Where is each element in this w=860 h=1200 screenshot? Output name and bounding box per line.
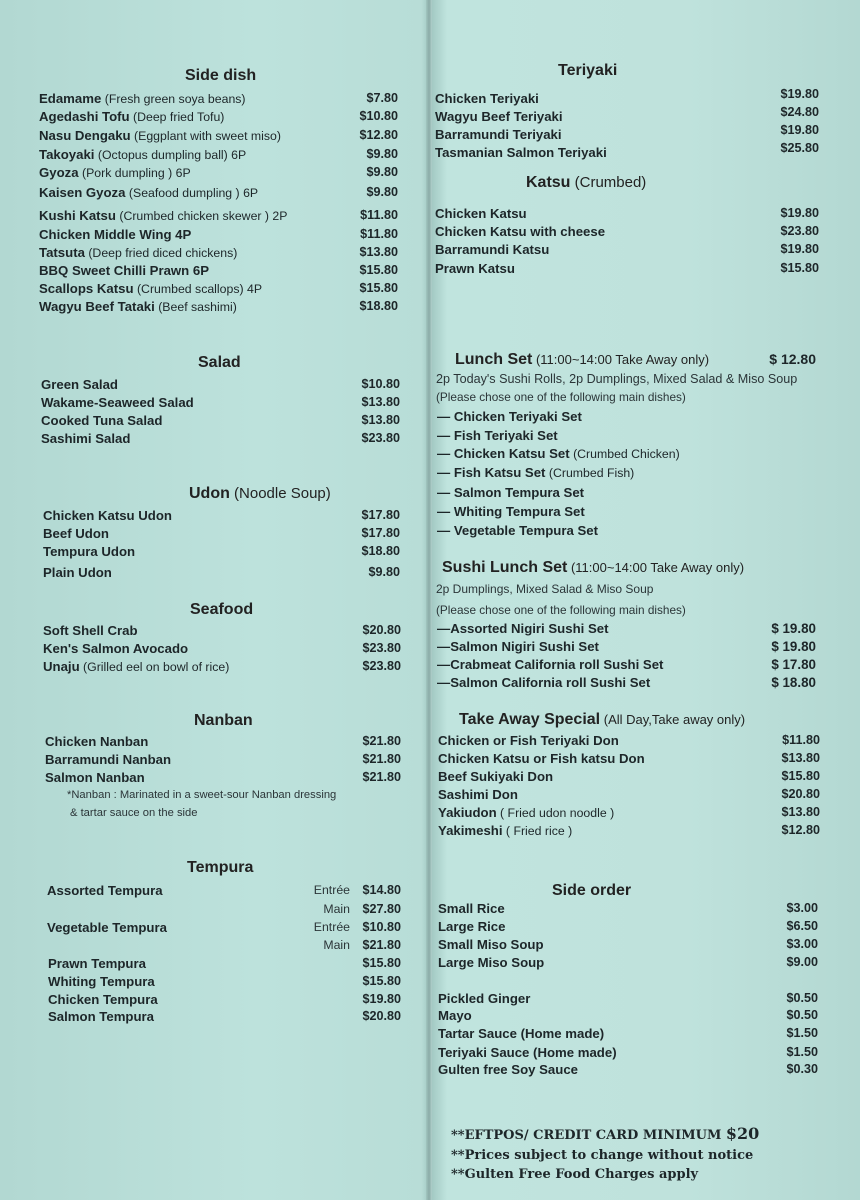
side-dish-item: [39, 147, 246, 162]
side-order-item-name: Small Rice: [438, 901, 505, 916]
seafood-item-name: Ken's Salmon Avocado: [43, 641, 189, 656]
side-dish-item-price: $15.80: [359, 281, 398, 295]
nanban-item: [45, 770, 145, 785]
seafood-item-price: $20.80: [362, 623, 401, 637]
side-dish-item-name: Gyoza: [39, 165, 79, 180]
side-order-item: [438, 1026, 604, 1041]
udon-item-name: Tempura Udon: [43, 544, 136, 559]
take-away-item-name: Sashimi Don: [438, 787, 518, 802]
salad-item-name: Green Salad: [41, 377, 118, 392]
katsu-item: [435, 206, 527, 221]
tempura-item-name: Chicken Tempura: [48, 992, 158, 1007]
udon-item-name: Plain Udon: [43, 565, 112, 580]
side-order-item: [438, 919, 505, 934]
teriyaki-item-price: $19.80: [780, 123, 819, 137]
sushi-lunch-item: [437, 675, 650, 690]
side-dish-item-name: Scallops Katsu: [39, 281, 134, 296]
sushi-lunch-line1: 2p Dumplings, Mixed Salad & Miso Soup: [436, 582, 654, 596]
assorted-tempura-entree-price: $14.80: [362, 883, 401, 897]
tempura-item: [48, 992, 158, 1007]
take-away-item-name: Yakimeshi: [438, 823, 503, 838]
side-order-item-name: Gulten free Soy Sauce: [438, 1062, 578, 1077]
nanban-item-name: Chicken Nanban: [45, 734, 149, 749]
tempura-item: [48, 1009, 154, 1024]
side-dish-item-desc: (Deep fried diced chickens): [84, 246, 238, 260]
side-order-item: [438, 1045, 617, 1060]
tempura-item-price: $15.80: [362, 974, 401, 988]
udon-item-price: $17.80: [361, 526, 400, 540]
lunch-set-line1: 2p Today's Sushi Rolls, 2p Dumplings, Mixed Salad & Miso Soup: [436, 372, 798, 386]
side-dish-item-price: $9.80: [366, 185, 398, 199]
take-away-item-name: Yakiudon: [438, 805, 497, 820]
lunch-set-option-item-name: — Fish Teriyaki Set: [437, 428, 558, 443]
salad-item-name: Wakame-Seaweed Salad: [41, 395, 194, 410]
udon-item: [43, 508, 172, 523]
side-dish-title: Side dish: [185, 67, 257, 84]
side-dish-item: [39, 263, 209, 278]
sushi-lunch-subtitle: (11:00~14:00 Take Away only): [567, 560, 745, 575]
side-dish-item-name: Tatsuta: [39, 245, 85, 260]
lunch-set-option-item-name: — Fish Katsu Set: [437, 465, 546, 480]
tempura-item-price: $19.80: [362, 992, 401, 1006]
salad-title: Salad: [198, 354, 241, 371]
take-away-item-price: $11.80: [782, 733, 820, 747]
sushi-lunch-line2: (Please chose one of the following main dishes): [436, 603, 686, 617]
teriyaki-item-name: Barramundi Teriyaki: [435, 127, 562, 142]
side-order-item-name: Large Miso Soup: [438, 955, 545, 970]
take-away-item-name: Beef Sukiyaki Don: [438, 769, 554, 784]
teriyaki-title: Teriyaki: [558, 62, 618, 79]
udon-subtitle: (Noodle Soup): [229, 485, 331, 502]
katsu-title: [526, 174, 646, 192]
lunch-set-option-item-name: — Salmon Tempura Set: [437, 485, 585, 500]
take-away-item-name: Chicken Katsu or Fish katsu Don: [438, 751, 645, 766]
katsu-item: [435, 224, 605, 239]
vegetable-tempura-name: Vegetable Tempura: [47, 920, 167, 935]
salad-item-name: Cooked Tuna Salad: [41, 413, 163, 428]
take-away-item: [438, 805, 614, 820]
side-order-item-name: Tartar Sauce (Home made): [438, 1026, 605, 1041]
side-dish-item-name: Agedashi Tofu: [39, 109, 130, 124]
salad-item-price: $10.80: [361, 377, 400, 391]
nanban-item-name: Salmon Nanban: [45, 770, 145, 785]
udon-item-price: $18.80: [361, 544, 400, 558]
vegetable-tempura-entree-label: Entrée: [313, 920, 350, 934]
lunch-set-option-item: [437, 465, 634, 480]
side-dish-item-price: $15.80: [359, 263, 398, 277]
udon-title: [189, 485, 331, 503]
nanban-item: [45, 752, 171, 767]
take-away-item-desc: ( Fried rice ): [502, 824, 573, 838]
nanban-item-price: $21.80: [362, 770, 401, 784]
side-order-item: [438, 991, 530, 1006]
katsu-item-price: $19.80: [780, 242, 819, 256]
seafood-item: [43, 641, 188, 656]
nanban-title: Nanban: [194, 712, 253, 729]
sushi-lunch-item-name: —Salmon California roll Sushi Set: [437, 675, 651, 690]
nanban-item-name: Barramundi Nanban: [45, 752, 172, 767]
tempura-item-name: Salmon Tempura: [48, 1009, 155, 1024]
side-dish-item-name: Nasu Dengaku: [39, 128, 131, 143]
assorted-tempura-main-label: Main: [323, 902, 350, 916]
lunch-set-option-item-name: — Chicken Katsu Set: [437, 446, 570, 461]
lunch-set-option-item-desc: (Crumbed Fish): [545, 466, 635, 480]
sushi-lunch-item: [437, 621, 608, 636]
lunch-set-option-item: [437, 485, 584, 500]
side-order-item: [438, 901, 505, 916]
nanban-item: [45, 734, 148, 749]
katsu-item-name: Prawn Katsu: [435, 261, 515, 276]
side-dish-item-price: $9.80: [366, 147, 398, 161]
lunch-set-subtitle: (11:00~14:00 Take Away only): [532, 352, 710, 367]
side-order-item-price: $0.30: [786, 1062, 818, 1076]
footer-gluten-notice: **Gulten Free Food Charges apply: [451, 1167, 699, 1182]
sushi-lunch-item-name: —Assorted Nigiri Sushi Set: [437, 621, 609, 636]
side-dish-item: [39, 245, 237, 260]
seafood-item-price: $23.80: [362, 659, 401, 673]
lunch-set-title-main: Lunch Set: [455, 351, 533, 368]
take-away-item-price: $13.80: [781, 805, 820, 819]
side-dish-item: [39, 128, 281, 143]
take-away-title: [459, 711, 745, 729]
salad-item: [41, 377, 118, 392]
side-dish-item-price: $9.80: [366, 165, 398, 179]
lunch-set-option-item: [437, 446, 680, 461]
assorted-tempura-name: Assorted Tempura: [47, 883, 163, 898]
tempura-item-name: Whiting Tempura: [48, 974, 155, 989]
lunch-set-price: $ 12.80: [769, 351, 816, 367]
teriyaki-item: [435, 109, 563, 124]
take-away-item: [438, 787, 518, 802]
side-dish-item-price: $11.80: [360, 208, 398, 222]
side-order-item-name: Large Rice: [438, 919, 506, 934]
sushi-lunch-item-price: $ 19.80: [771, 639, 816, 654]
sushi-lunch-item: [437, 639, 599, 654]
side-dish-item-desc: (Crumbed chicken skewer ) 2P: [115, 209, 288, 223]
udon-item-name: Chicken Katsu Udon: [43, 508, 172, 523]
teriyaki-item-price: $24.80: [780, 105, 819, 119]
salad-item-name: Sashimi Salad: [41, 431, 131, 446]
footer-eftpos-amount: $20: [725, 1124, 760, 1143]
side-dish-item: [39, 281, 262, 296]
sushi-lunch-item-price: $ 19.80: [771, 621, 816, 636]
seafood-item-name: Unaju: [43, 659, 80, 674]
side-order-item-price: $1.50: [786, 1045, 818, 1059]
vegetable-tempura-main-label: Main: [323, 938, 350, 952]
assorted-tempura-main-price: $27.80: [362, 902, 401, 916]
side-dish-item-name: Takoyaki: [39, 147, 95, 162]
teriyaki-item-price: $25.80: [780, 141, 819, 155]
sushi-lunch-title-main: Sushi Lunch Set: [442, 559, 568, 576]
side-dish-item-price: $11.80: [360, 227, 398, 241]
tempura-item: [48, 974, 155, 989]
take-away-title-main: Take Away Special: [459, 711, 601, 728]
side-dish-item: [39, 165, 191, 180]
side-dish-item-name: Kaisen Gyoza: [39, 185, 126, 200]
side-order-item-name: Small Miso Soup: [438, 937, 544, 952]
side-order-item-name: Teriyaki Sauce (Home made): [438, 1045, 617, 1060]
side-order-item-price: $9.00: [786, 955, 818, 969]
sushi-lunch-item-name: —Salmon Nigiri Sushi Set: [437, 639, 599, 654]
katsu-item-name: Barramundi Katsu: [435, 242, 550, 257]
take-away-subtitle: (All Day,Take away only): [600, 712, 746, 727]
katsu-item: [435, 242, 549, 257]
side-order-item: [438, 937, 544, 952]
udon-item-price: $17.80: [361, 508, 400, 522]
side-dish-item: [39, 208, 287, 223]
teriyaki-item: [435, 91, 539, 106]
salad-item: [41, 431, 130, 446]
teriyaki-item-price: $19.80: [780, 87, 819, 101]
sushi-lunch-item: [437, 657, 663, 672]
katsu-item-price: $15.80: [780, 261, 819, 275]
side-dish-item: [39, 185, 258, 200]
side-order-item: [438, 1008, 472, 1023]
side-dish-item: [39, 227, 191, 242]
lunch-set-line2: (Please chose one of the following main dishes): [436, 390, 686, 404]
salad-item-price: $23.80: [361, 431, 400, 445]
seafood-item: [43, 659, 229, 674]
side-order-item: [438, 1062, 578, 1077]
salad-item-price: $13.80: [361, 395, 400, 409]
nanban-note-line1: *Nanban : Marinated in a sweet-sour Nanban dressing: [67, 789, 337, 801]
nanban-item-price: $21.80: [362, 734, 401, 748]
katsu-item-price: $19.80: [780, 206, 819, 220]
lunch-set-option-item: [437, 523, 598, 538]
tempura-item-price: $20.80: [362, 1009, 401, 1023]
side-order-item-name: Mayo: [438, 1008, 472, 1023]
tempura-item: [48, 956, 146, 971]
katsu-item: [435, 261, 515, 276]
teriyaki-item-name: Tasmanian Salmon Teriyaki: [435, 145, 607, 160]
nanban-note-line2: & tartar sauce on the side: [70, 807, 198, 819]
teriyaki-item-name: Chicken Teriyaki: [435, 91, 539, 106]
take-away-item-price: $13.80: [781, 751, 820, 765]
sushi-lunch-title: [442, 559, 744, 577]
udon-title-main: Udon: [189, 485, 230, 502]
seafood-item-desc: (Grilled eel on bowl of rice): [79, 660, 230, 674]
side-dish-item-desc: (Fresh green soya beans): [101, 92, 246, 106]
side-order-item-price: $0.50: [786, 1008, 818, 1022]
take-away-item-price: $20.80: [781, 787, 820, 801]
udon-item-price: $9.80: [368, 565, 400, 579]
udon-item: [43, 565, 112, 580]
side-order-item-price: $3.00: [786, 937, 818, 951]
side-order-item-price: $1.50: [786, 1026, 818, 1040]
tempura-title: Tempura: [187, 859, 254, 876]
lunch-set-option-item-name: — Whiting Tempura Set: [437, 504, 585, 519]
sushi-lunch-item-price: $ 18.80: [771, 675, 816, 690]
tempura-item-price: $15.80: [362, 956, 401, 970]
footer-eftpos: [451, 1124, 759, 1143]
katsu-subtitle: (Crumbed): [570, 174, 647, 191]
vegetable-tempura-main-price: $21.80: [362, 938, 401, 952]
side-dish-item: [39, 109, 224, 124]
sushi-lunch-item-name: —Crabmeat California roll Sushi Set: [437, 657, 664, 672]
side-dish-item-desc: (Eggplant with sweet miso): [130, 129, 281, 143]
lunch-set-option-item: [437, 504, 585, 519]
side-dish-item-name: BBQ Sweet Chilli Prawn 6P: [39, 263, 210, 278]
katsu-item-name: Chicken Katsu: [435, 206, 527, 221]
lunch-set-option-item: [437, 428, 558, 443]
side-dish-item-price: $12.80: [359, 128, 398, 142]
sushi-lunch-item-price: $ 17.80: [771, 657, 816, 672]
side-dish-item-name: Wagyu Beef Tataki: [39, 299, 155, 314]
assorted-tempura-entree-label: Entrée: [313, 883, 350, 897]
side-order-title: Side order: [552, 882, 632, 899]
side-order-item-price: $6.50: [786, 919, 818, 933]
lunch-set-title: [455, 351, 709, 369]
take-away-item-price: $12.80: [781, 823, 820, 837]
take-away-item-name: Chicken or Fish Teriyaki Don: [438, 733, 619, 748]
nanban-item-price: $21.80: [362, 752, 401, 766]
side-dish-item-price: $18.80: [359, 299, 398, 313]
side-dish-item-desc: (Crumbed scallops) 4P: [133, 282, 263, 296]
side-dish-item-desc: (Pork dumpling ) 6P: [78, 166, 191, 180]
take-away-item: [438, 751, 645, 766]
side-dish-item-name: Kushi Katsu: [39, 208, 116, 223]
teriyaki-item-name: Wagyu Beef Teriyaki: [435, 109, 563, 124]
take-away-item: [438, 769, 553, 784]
salad-item: [41, 395, 194, 410]
teriyaki-item: [435, 127, 562, 142]
side-dish-item-price: $7.80: [366, 91, 398, 105]
side-dish-item-price: $10.80: [359, 109, 398, 123]
lunch-set-option-item: [437, 409, 582, 424]
salad-item: [41, 413, 162, 428]
seafood-item-price: $23.80: [362, 641, 401, 655]
salad-item-price: $13.80: [361, 413, 400, 427]
side-dish-item-name: Chicken Middle Wing 4P: [39, 227, 192, 242]
seafood-item-name: Soft Shell Crab: [43, 623, 138, 638]
katsu-item-price: $23.80: [780, 224, 819, 238]
tempura-item-name: Prawn Tempura: [48, 956, 146, 971]
side-dish-item-desc: (Octopus dumpling ball) 6P: [94, 148, 247, 162]
side-dish-item-desc: (Beef sashimi): [154, 300, 237, 314]
katsu-item-name: Chicken Katsu with cheese: [435, 224, 606, 239]
lunch-set-option-item-name: — Vegetable Tempura Set: [437, 523, 598, 538]
side-order-item-name: Pickled Ginger: [438, 991, 531, 1006]
side-order-item-price: $0.50: [786, 991, 818, 1005]
udon-item: [43, 544, 135, 559]
teriyaki-item: [435, 145, 607, 160]
katsu-title-main: Katsu: [526, 174, 571, 191]
take-away-item-price: $15.80: [781, 769, 820, 783]
side-order-item: [438, 955, 544, 970]
footer-prices-notice: **Prices subject to change without notice: [451, 1148, 754, 1163]
lunch-set-option-item-desc: (Crumbed Chicken): [569, 447, 680, 461]
udon-item-name: Beef Udon: [43, 526, 109, 541]
side-dish-item-desc: (Seafood dumpling ) 6P: [125, 186, 259, 200]
lunch-set-option-item-name: — Chicken Teriyaki Set: [437, 409, 582, 424]
side-order-item-price: $3.00: [786, 901, 818, 915]
seafood-item: [43, 623, 138, 638]
take-away-item-desc: ( Fried udon noodle ): [496, 806, 615, 820]
side-dish-item-price: $13.80: [359, 245, 398, 259]
seafood-title: Seafood: [190, 601, 254, 618]
take-away-item: [438, 733, 619, 748]
side-dish-item-name: Edamame: [39, 91, 102, 106]
take-away-item: [438, 823, 572, 838]
udon-item: [43, 526, 109, 541]
side-dish-item-desc: (Deep fried Tofu): [129, 110, 225, 124]
side-dish-item: [39, 91, 246, 106]
paper-fold: [426, 0, 432, 1200]
vegetable-tempura-entree-price: $10.80: [362, 920, 401, 934]
footer-eftpos-text: **EFTPOS/ CREDIT CARD MINIMUM: [451, 1128, 726, 1143]
side-dish-item: [39, 299, 237, 314]
